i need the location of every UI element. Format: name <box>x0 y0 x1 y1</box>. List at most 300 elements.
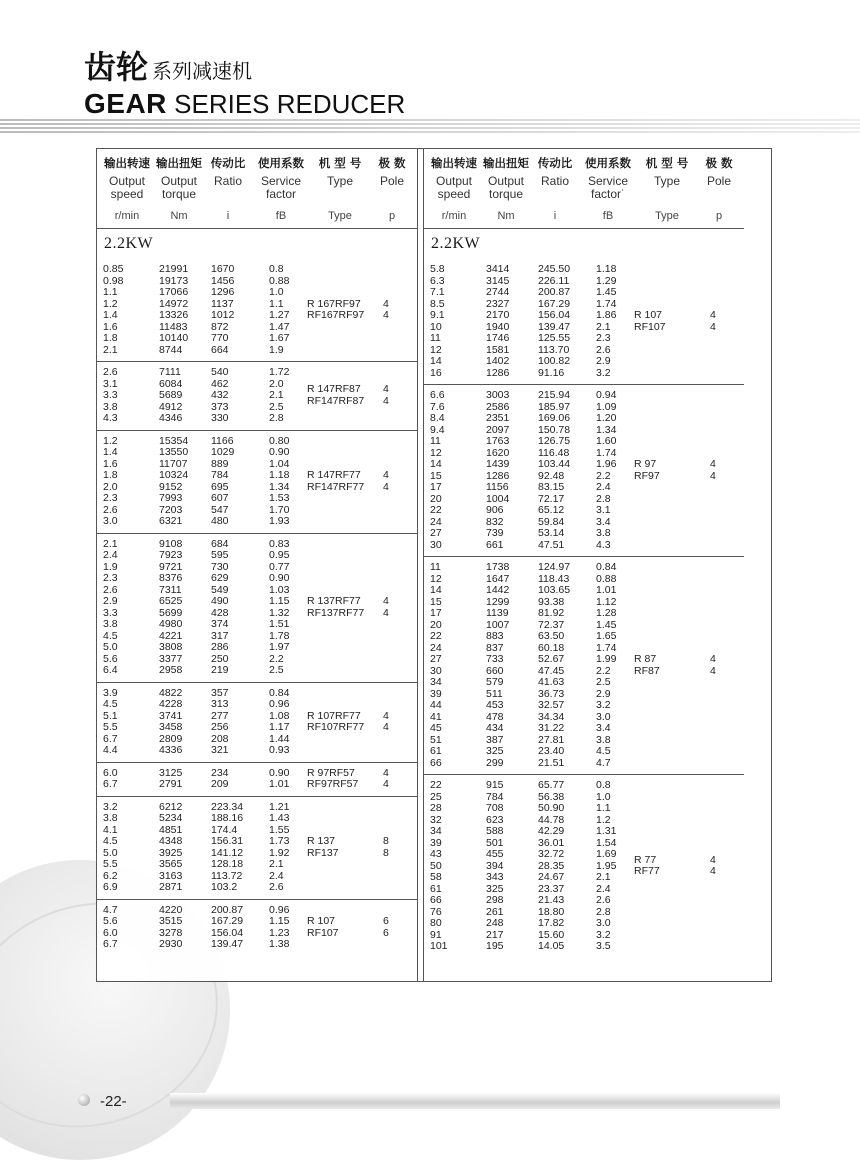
ratio-cell: 684 <box>211 537 229 550</box>
speed-cell: 0.98 <box>103 274 124 287</box>
speed-cell: 2.3 <box>103 492 118 504</box>
header-unit-0: r/min <box>114 210 140 222</box>
model-group <box>424 557 744 775</box>
factor-cell: 1.03 <box>269 583 290 596</box>
torque-cell: 832 <box>486 515 504 528</box>
torque-cell: 1738 <box>486 561 510 573</box>
table-row <box>97 447 417 459</box>
ratio-cell: 128.18 <box>211 858 244 870</box>
table-row <box>97 882 417 894</box>
pole-value: 4 <box>383 721 389 733</box>
speed-cell: 27 <box>430 527 442 539</box>
factor-cell: 4.7 <box>596 756 611 769</box>
table-row <box>97 493 417 505</box>
table-row <box>97 722 417 734</box>
ratio-cell: 32.57 <box>538 699 565 711</box>
table-row <box>424 448 744 460</box>
pole-value: 4 <box>710 653 716 665</box>
factor-cell: 2.9 <box>596 355 611 367</box>
torque-cell: 7923 <box>159 549 183 561</box>
table-row <box>424 597 744 609</box>
torque-cell: 9108 <box>159 537 183 550</box>
table-row <box>424 276 744 288</box>
torque-cell: 9721 <box>159 560 183 573</box>
torque-cell: 6321 <box>159 515 183 527</box>
table-row <box>424 654 744 666</box>
ratio-cell: 126.75 <box>538 435 571 447</box>
ratio-cell: 156.31 <box>211 835 244 847</box>
ratio-cell: 208 <box>211 732 229 745</box>
torque-cell: 4346 <box>159 412 183 424</box>
table-row <box>97 928 417 940</box>
torque-cell: 1940 <box>486 320 510 333</box>
table-row <box>97 390 417 402</box>
table-row <box>97 482 417 494</box>
torque-cell: 1156 <box>486 481 509 493</box>
table-row <box>424 471 744 483</box>
speed-cell: 3.8 <box>103 618 118 630</box>
factor-cell: 1.73 <box>269 835 290 847</box>
factor-cell: 1.21 <box>269 800 290 813</box>
torque-cell: 15354 <box>159 434 189 447</box>
factor-cell: 2.6 <box>596 343 611 356</box>
ratio-cell: 23.40 <box>538 745 565 757</box>
factor-cell: 1.67 <box>269 332 290 344</box>
torque-cell: 3808 <box>159 641 183 653</box>
factor-cell: 1.45 <box>596 618 617 631</box>
factor-cell: 0.77 <box>269 560 290 573</box>
type-label: R 107 <box>634 309 663 321</box>
factor-cell: 3.0 <box>596 917 611 929</box>
header-cn-5: 极 数 <box>378 156 406 170</box>
table-row <box>424 700 744 712</box>
factor-cell: 1.54 <box>596 836 617 849</box>
factor-cell: 1.32 <box>269 606 290 619</box>
factor-cell: 1.0 <box>269 286 284 298</box>
factor-cell: 1.1 <box>269 297 284 310</box>
table-row <box>424 608 744 620</box>
torque-cell: 8376 <box>159 572 183 584</box>
speed-cell: 80 <box>430 917 442 929</box>
table-row <box>97 745 417 757</box>
pole-value: 4 <box>383 606 389 619</box>
speed-cell: 45 <box>430 722 442 734</box>
speed-cell: 4.5 <box>103 629 118 642</box>
torque-cell: 501 <box>486 836 504 849</box>
ratio-cell: 56.38 <box>538 790 565 803</box>
factor-cell: 2.8 <box>596 492 611 505</box>
torque-cell: 4220 <box>159 903 183 916</box>
speed-cell: 1.6 <box>103 320 118 333</box>
power-rating: 2.2KW <box>104 235 154 252</box>
ratio-cell: 209 <box>211 778 229 790</box>
table-row <box>97 402 417 414</box>
factor-cell: 2.6 <box>269 881 284 893</box>
torque-cell: 3925 <box>159 846 183 859</box>
torque-cell: 19173 <box>159 274 189 287</box>
torque-cell: 325 <box>486 745 504 757</box>
torque-cell: 3145 <box>486 274 510 287</box>
speed-cell: 22 <box>430 504 442 516</box>
ratio-cell: 784 <box>211 469 229 481</box>
table-row <box>424 861 744 873</box>
table-row <box>424 436 744 448</box>
ratio-cell: 245.50 <box>538 263 571 275</box>
ratio-cell: 872 <box>211 320 229 333</box>
speed-cell: 14 <box>430 584 442 596</box>
ratio-cell: 169.06 <box>538 412 571 424</box>
header-en-2: Ratio <box>213 174 242 188</box>
model-type <box>307 595 389 619</box>
table-row <box>424 907 744 919</box>
factor-cell: 1.95 <box>596 859 617 872</box>
table-row <box>97 562 417 574</box>
factor-cell: 3.4 <box>596 515 611 528</box>
speed-cell: 16 <box>430 366 442 379</box>
ratio-cell: 200.87 <box>211 903 244 916</box>
table-row <box>424 826 744 838</box>
torque-cell: 453 <box>486 699 504 711</box>
torque-cell: 455 <box>486 848 504 860</box>
speed-cell: 5.6 <box>103 652 118 665</box>
factor-cell: 2.8 <box>269 412 284 424</box>
type-label: R 77 <box>634 853 657 866</box>
factor-cell: 0.84 <box>596 561 617 573</box>
table-row <box>424 792 744 804</box>
ratio-cell: 770 <box>211 332 229 344</box>
table-row <box>97 836 417 848</box>
factor-cell: 2.4 <box>596 481 611 493</box>
ratio-cell: 32.72 <box>538 848 565 860</box>
factor-cell: 2.5 <box>269 400 284 413</box>
speed-cell: 14 <box>430 458 442 470</box>
table-row <box>424 368 744 380</box>
speed-cell: 17 <box>430 481 442 493</box>
ratio-cell: 167.29 <box>538 297 571 310</box>
ratio-cell: 141.12 <box>211 846 244 859</box>
torque-cell: 588 <box>486 825 504 837</box>
torque-cell: 4980 <box>159 618 183 630</box>
ratio-cell: 321 <box>211 744 229 756</box>
type-label: RF147RF87 <box>307 394 365 407</box>
factor-cell: 1.60 <box>596 435 617 447</box>
speed-cell: 6.7 <box>103 938 118 950</box>
factor-cell: 2.1 <box>596 871 611 883</box>
header-unit-1: Nm <box>497 210 515 222</box>
ratio-cell: 139.47 <box>538 320 571 333</box>
model-group <box>97 763 417 797</box>
speed-cell: 4.7 <box>103 903 118 916</box>
brand-header <box>84 50 405 118</box>
pole-value: 4 <box>383 297 389 310</box>
model-group <box>97 683 417 763</box>
torque-cell: 2930 <box>159 938 183 950</box>
speed-cell: 2.9 <box>103 595 118 607</box>
torque-cell: 906 <box>486 504 504 516</box>
header-stripes <box>0 119 860 135</box>
factor-cell: 1.08 <box>269 709 290 722</box>
factor-cell: 0.93 <box>269 744 290 756</box>
table-row <box>424 780 744 792</box>
torque-cell: 579 <box>486 676 504 688</box>
table-row <box>424 918 744 930</box>
torque-cell: 2871 <box>159 881 183 893</box>
table-row <box>424 930 744 942</box>
table-row <box>97 333 417 345</box>
torque-cell: 14972 <box>159 297 189 310</box>
torque-cell: 1286 <box>486 469 510 482</box>
table-row <box>97 631 417 643</box>
table-row <box>424 310 744 322</box>
speed-cell: 12 <box>430 572 442 585</box>
speed-cell: 51 <box>430 733 442 746</box>
type-label: R 137 <box>307 835 336 847</box>
ratio-cell: 219 <box>211 664 229 676</box>
ratio-cell: 17.82 <box>538 917 565 929</box>
speed-cell: 3.1 <box>103 377 118 390</box>
header-en-2: Ratio <box>540 174 569 188</box>
factor-cell: 1.38 <box>269 938 290 950</box>
factor-cell: 0.90 <box>269 446 290 458</box>
ratio-cell: 277 <box>211 709 229 722</box>
speed-cell: 5.0 <box>103 846 118 859</box>
ratio-cell: 93.38 <box>538 595 565 608</box>
ratio-cell: 215.94 <box>538 389 571 401</box>
ratio-cell: 36.73 <box>538 687 565 700</box>
speed-cell: 34 <box>430 825 442 837</box>
torque-cell: 2809 <box>159 732 183 745</box>
torque-cell: 3414 <box>486 263 510 275</box>
factor-cell: 1.15 <box>269 915 290 927</box>
ratio-cell: 664 <box>211 343 229 356</box>
speed-cell: 6.9 <box>103 881 118 893</box>
factor-cell: 0.94 <box>596 389 617 401</box>
footer-bar <box>170 1093 780 1109</box>
factor-cell: 0.83 <box>269 537 290 550</box>
table-row <box>424 585 744 597</box>
type-label: RF137RF77 <box>307 606 365 619</box>
speed-cell: 1.4 <box>103 309 118 321</box>
type-label: R 167RF97 <box>307 297 361 310</box>
table-row <box>97 859 417 871</box>
torque-cell: 8744 <box>159 343 183 356</box>
header-en-4: Type <box>326 174 353 188</box>
type-label: R 107RF77 <box>307 709 361 722</box>
torque-cell: 2791 <box>159 778 183 790</box>
torque-cell: 3741 <box>159 709 183 722</box>
torque-cell: 11707 <box>159 457 188 470</box>
table-row <box>424 689 744 701</box>
speed-cell: 20 <box>430 618 442 631</box>
speed-cell: 39 <box>430 687 442 700</box>
table-row <box>97 573 417 585</box>
ratio-cell: 36.01 <box>538 836 565 849</box>
speed-cell: 1.4 <box>103 446 118 458</box>
table-row <box>424 562 744 574</box>
speed-cell: 2.6 <box>103 503 118 516</box>
factor-cell: 3.5 <box>596 940 611 952</box>
speed-cell: 3.8 <box>103 812 118 824</box>
factor-cell: 1.97 <box>269 641 290 653</box>
header-cn-0: 输出转速 <box>104 156 150 170</box>
table-row <box>424 459 744 471</box>
brand-cn-sub: 系列减速机 <box>152 59 253 83</box>
factor-cell: 1.34 <box>269 480 290 493</box>
factor-cell: 1.53 <box>269 492 290 504</box>
table-row <box>97 516 417 528</box>
speed-cell: 91 <box>430 928 442 941</box>
header-unit-3: fB <box>275 210 287 222</box>
ratio-cell: 549 <box>211 583 229 596</box>
factor-cell: 3.8 <box>596 527 611 539</box>
speed-cell: 8.5 <box>430 297 445 310</box>
torque-cell: 4912 <box>159 400 183 413</box>
table-row <box>424 849 744 861</box>
factor-cell: 1.09 <box>596 400 617 413</box>
speed-cell: 11 <box>430 561 441 573</box>
factor-cell: 2.6 <box>596 894 611 906</box>
type-label: R 97RF57 <box>307 766 355 779</box>
table-row <box>97 905 417 917</box>
speed-cell: 11 <box>430 332 441 344</box>
factor-cell: 2.9 <box>596 687 611 700</box>
speed-cell: 1.8 <box>103 332 118 344</box>
header-cn-1: 输出扭矩 <box>156 156 202 170</box>
ratio-cell: 317 <box>211 629 229 642</box>
model-type <box>307 383 389 407</box>
torque-cell: 623 <box>486 813 504 826</box>
table-row <box>97 345 417 357</box>
ratio-cell: 63.50 <box>538 630 565 642</box>
ratio-cell: 730 <box>211 560 229 573</box>
factor-cell: 1.31 <box>596 825 617 837</box>
speed-cell: 1.1 <box>103 286 118 298</box>
type-label: R 107 <box>307 915 336 927</box>
ratio-cell: 156.04 <box>211 926 244 939</box>
torque-cell: 4221 <box>159 629 183 642</box>
table-row <box>97 871 417 883</box>
header-cn-2: 传动比 <box>537 156 573 170</box>
ratio-cell: 256 <box>211 721 229 733</box>
torque-cell: 13326 <box>159 309 189 321</box>
torque-cell: 248 <box>486 917 504 929</box>
torque-cell: 6212 <box>159 800 183 813</box>
speed-cell: 2.6 <box>103 583 118 596</box>
torque-cell: 739 <box>486 527 504 539</box>
ratio-cell: 1670 <box>211 263 235 275</box>
footer-bullet <box>78 1094 90 1106</box>
ratio-cell: 103.65 <box>538 584 571 596</box>
ratio-cell: 432 <box>211 389 229 401</box>
header-cn-3: 使用系数 <box>585 156 631 170</box>
speed-cell: 24 <box>430 641 442 654</box>
table-row <box>424 631 744 643</box>
torque-cell: 2351 <box>486 412 510 424</box>
torque-cell: 261 <box>486 905 504 918</box>
torque-cell: 195 <box>486 940 504 952</box>
torque-cell: 708 <box>486 802 504 814</box>
table-row <box>97 848 417 860</box>
torque-cell: 7111 <box>159 366 181 378</box>
model-group <box>424 259 744 385</box>
speed-cell: 3.2 <box>103 800 118 813</box>
torque-cell: 21991 <box>159 263 189 275</box>
ratio-cell: 150.78 <box>538 423 571 436</box>
torque-cell: 2586 <box>486 400 510 413</box>
factor-cell: 2.2 <box>596 664 611 677</box>
model-group <box>97 900 417 956</box>
factor-cell: 0.90 <box>269 766 290 779</box>
header-unit-1: Nm <box>170 210 188 222</box>
speed-cell: 4.4 <box>103 744 118 756</box>
table-row <box>97 436 417 448</box>
speed-cell: 50 <box>430 859 442 872</box>
factor-cell: 1.15 <box>269 595 290 607</box>
brand-title-cn <box>84 50 405 88</box>
ratio-cell: 91.16 <box>538 366 565 379</box>
type-label: RF97 <box>634 469 660 482</box>
table-row <box>424 264 744 276</box>
table-row <box>424 540 744 552</box>
speed-cell: 27 <box>430 653 442 665</box>
torque-cell: 10324 <box>159 469 189 481</box>
pole-value: 4 <box>710 458 716 470</box>
ratio-cell: 357 <box>211 686 229 699</box>
ratio-cell: 200.87 <box>538 286 571 298</box>
table-row <box>424 941 744 953</box>
factor-cell: 3.2 <box>596 699 611 711</box>
speed-cell: 6.7 <box>103 732 118 745</box>
torque-cell: 1299 <box>486 595 510 608</box>
table-row <box>424 345 744 357</box>
header-en-5: Pole <box>379 174 405 188</box>
factor-cell: 1.17 <box>269 721 290 733</box>
factor-cell: 1.55 <box>269 823 290 836</box>
table-row <box>424 356 744 368</box>
ratio-cell: 23.37 <box>538 882 565 895</box>
factor-cell: 1.65 <box>596 630 617 642</box>
table-row <box>97 916 417 928</box>
speed-cell: 30 <box>430 538 442 551</box>
model-type <box>307 709 389 734</box>
type-label: RF107RF77 <box>307 721 365 733</box>
ratio-cell: 330 <box>211 412 229 424</box>
torque-cell: 478 <box>486 710 504 723</box>
factor-cell: 3.0 <box>596 710 611 723</box>
ratio-cell: 234 <box>211 766 229 779</box>
torque-cell: 784 <box>486 790 504 803</box>
type-label: RF77 <box>634 865 660 878</box>
table-row <box>97 459 417 471</box>
table-row <box>424 620 744 632</box>
torque-cell: 6525 <box>159 595 183 607</box>
ratio-cell: 607 <box>211 492 229 504</box>
table-row <box>97 367 417 379</box>
header-unit-2: i <box>553 210 557 222</box>
factor-cell: 0.80 <box>269 434 290 447</box>
table-row <box>97 470 417 482</box>
factor-cell: 1.96 <box>596 458 617 470</box>
header-en-4: Type <box>653 174 680 188</box>
pole-value: 4 <box>383 480 389 493</box>
speed-cell: 11 <box>430 435 441 447</box>
ratio-cell: 113.72 <box>211 869 243 882</box>
torque-cell: 4822 <box>159 686 183 699</box>
torque-cell: 343 <box>486 871 504 883</box>
table-row <box>97 619 417 631</box>
table-row <box>97 699 417 711</box>
ratio-cell: 92.48 <box>538 469 565 482</box>
